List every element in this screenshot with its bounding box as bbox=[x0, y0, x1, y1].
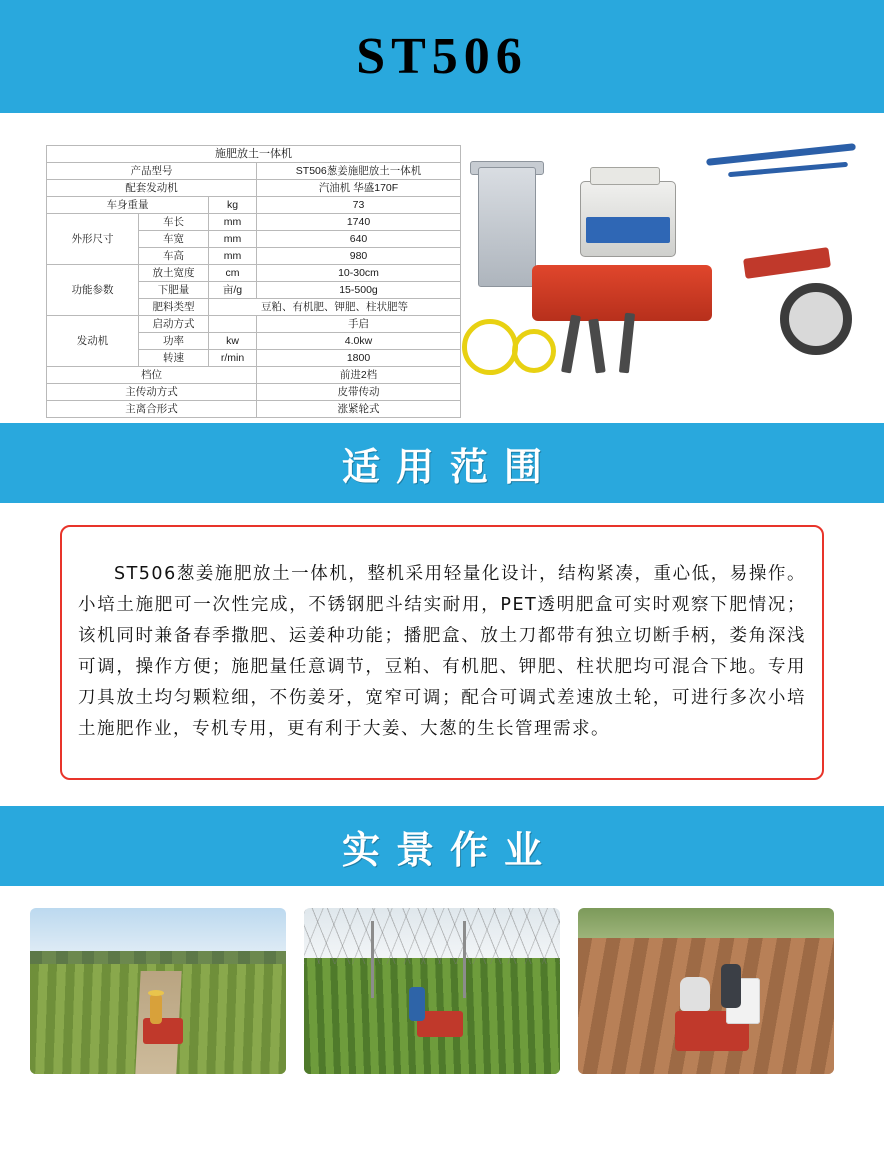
spec-value: 640 bbox=[257, 231, 461, 248]
spec-value: ST506葱姜施肥放土一体机 bbox=[257, 163, 461, 180]
spec-unit: kw bbox=[209, 333, 257, 350]
scene-title: 实景作业 bbox=[341, 829, 558, 872]
table-row bbox=[47, 316, 461, 333]
gallery-photo-ridged-field-fertilizing bbox=[578, 908, 834, 1074]
spec-sub: 放土宽度 bbox=[139, 265, 209, 282]
soil-wheel-shape bbox=[462, 319, 518, 375]
support-post-shape bbox=[371, 921, 374, 997]
spec-table-wrapper bbox=[14, 127, 434, 423]
rear-frame-shape bbox=[743, 247, 831, 279]
spec-unit: r/min bbox=[209, 350, 257, 367]
tine-shape bbox=[588, 319, 605, 374]
spec-unit: mm bbox=[209, 214, 257, 231]
spec-sub: 转速 bbox=[139, 350, 209, 367]
spec-label: 产品型号 bbox=[47, 163, 257, 180]
spec-label: 档位 bbox=[47, 367, 257, 384]
spec-group-label: 功能参数 bbox=[47, 265, 139, 316]
spec-table bbox=[46, 145, 461, 418]
spec-value: 1800 bbox=[257, 350, 461, 367]
spec-label: 车身重量 bbox=[47, 197, 209, 214]
spec-unit: mm bbox=[209, 231, 257, 248]
gallery-photo-field-work-onion bbox=[30, 908, 286, 1074]
spec-sub: 车长 bbox=[139, 214, 209, 231]
handlebar-lower-shape bbox=[728, 162, 848, 177]
spec-value: 1740 bbox=[257, 214, 461, 231]
scope-section-header bbox=[0, 423, 884, 503]
spec-value: 10-30cm bbox=[257, 265, 461, 282]
spec-sub: 功率 bbox=[139, 333, 209, 350]
spec-group-label: 外形尺寸 bbox=[47, 214, 139, 265]
fertilizer-hopper-shape bbox=[478, 167, 536, 287]
hat-shape bbox=[148, 990, 164, 996]
spec-unit bbox=[209, 316, 257, 333]
spec-value: 前进2档 bbox=[257, 367, 461, 384]
spec-caption: 施肥放土一体机 bbox=[47, 146, 461, 163]
spec-value: 手启 bbox=[257, 316, 461, 333]
table-row bbox=[47, 384, 461, 401]
tine-shape bbox=[619, 313, 635, 374]
spec-group-label: 发动机 bbox=[47, 316, 139, 367]
spec-value: 汽油机 华盛170F bbox=[257, 180, 461, 197]
description-box bbox=[60, 525, 824, 780]
spec-label: 主传动方式 bbox=[47, 384, 257, 401]
spec-value: 皮带传动 bbox=[257, 384, 461, 401]
spec-label: 主离合形式 bbox=[47, 401, 257, 418]
operator-shape bbox=[409, 987, 425, 1021]
chassis-shape bbox=[532, 265, 712, 321]
spec-sub: 车宽 bbox=[139, 231, 209, 248]
engine-label-shape bbox=[586, 217, 670, 243]
spec-section bbox=[0, 113, 884, 423]
operator-shape bbox=[150, 994, 162, 1024]
machine-shape bbox=[143, 1018, 183, 1044]
spec-value: 豆粕、有机肥、钾肥、柱状肥等 bbox=[209, 299, 461, 316]
table-row bbox=[47, 197, 461, 214]
table-row bbox=[47, 180, 461, 197]
spec-value: 73 bbox=[257, 197, 461, 214]
support-post-shape bbox=[463, 921, 466, 997]
scope-title: 适用范围 bbox=[341, 446, 558, 489]
spec-unit: kg bbox=[209, 197, 257, 214]
spec-sub: 车高 bbox=[139, 248, 209, 265]
engine-top-shape bbox=[590, 167, 660, 185]
table-row bbox=[47, 367, 461, 384]
spec-unit: cm bbox=[209, 265, 257, 282]
description-section bbox=[0, 503, 884, 806]
spec-sub: 启动方式 bbox=[139, 316, 209, 333]
table-row bbox=[47, 401, 461, 418]
table-row-caption bbox=[47, 146, 461, 163]
background-vegetation-area bbox=[578, 908, 834, 938]
shade-net-shape bbox=[304, 908, 560, 964]
description-text: ST506葱姜施肥放土一体机，整机采用轻量化设计，结构紧凑，重心低，易操作。小培土施肥可一次性完成，不锈钢肥斗结实耐用，PET透明肥盒可实时观察下肥情况；该机同时兼备春季撒肥、运姜种功能；播肥盒、放土刀都带有独立切断手柄，娄角深浅可调，操作方便；施肥量任意调节，豆粕、有机肥、钾肥、柱状肥均可混合下地。专用刀具放土均匀颗粒细，不伤姜牙，宽窄可调；配合可调式差速放土轮，可进行多次小培土施肥作业，专机专用，更有利于大姜、大葱的生长管理需求。 bbox=[78, 563, 806, 739]
spec-value: 15-500g bbox=[257, 282, 461, 299]
table-row bbox=[47, 163, 461, 180]
spec-value: 980 bbox=[257, 248, 461, 265]
soil-wheel-shape bbox=[512, 329, 556, 373]
title-banner bbox=[0, 0, 884, 113]
spec-value: 涨紧轮式 bbox=[257, 401, 461, 418]
spec-sub: 肥料类型 bbox=[139, 299, 209, 316]
page-title: ST506 bbox=[356, 28, 528, 85]
product-photo bbox=[440, 133, 870, 423]
operator-shape bbox=[721, 964, 741, 1008]
operator-shape bbox=[680, 977, 710, 1011]
spec-unit: 亩/g bbox=[209, 282, 257, 299]
gallery-photo-greenhouse-ginger-work bbox=[304, 908, 560, 1074]
spec-label: 配套发动机 bbox=[47, 180, 257, 197]
machine-illustration bbox=[440, 133, 870, 423]
table-row bbox=[47, 265, 461, 282]
spec-unit: mm bbox=[209, 248, 257, 265]
table-row bbox=[47, 214, 461, 231]
tine-shape bbox=[561, 315, 581, 374]
spec-value: 4.0kw bbox=[257, 333, 461, 350]
rear-wheel-shape bbox=[780, 283, 852, 355]
scene-section-header bbox=[0, 806, 884, 886]
photo-gallery bbox=[0, 886, 884, 1098]
spec-sub: 下肥量 bbox=[139, 282, 209, 299]
